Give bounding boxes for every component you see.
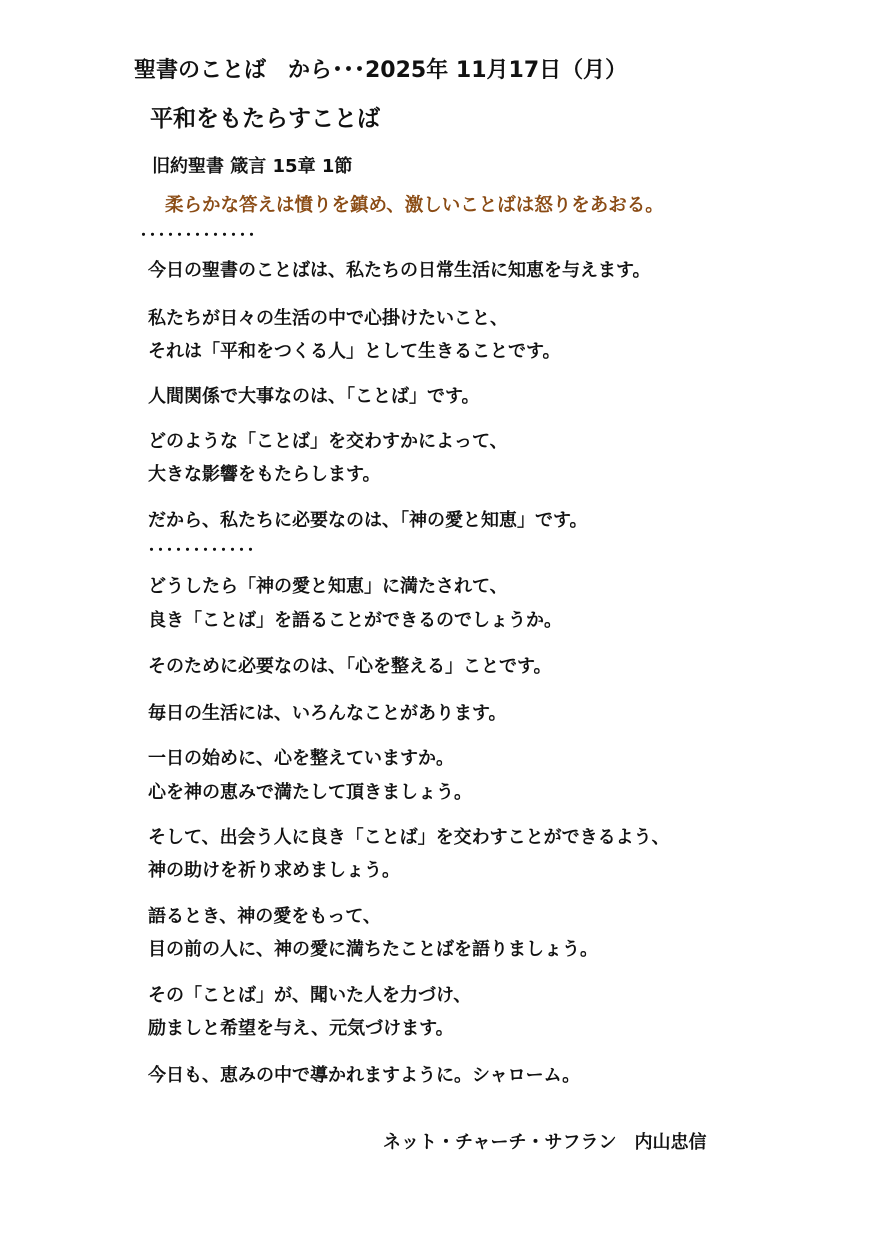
body-line: 毎日の生活には、いろんなことがあります。 [148, 703, 507, 724]
verse-text: 柔らかな答えは憤りを鎮め、激しいことばは怒りをあおる。 [165, 195, 664, 216]
body-line: その「ことば」が、聞いた人を力づけ、 [148, 985, 472, 1006]
body-line: 今日の聖書のことばは、私たちの日常生活に知恵を与えます。 [148, 260, 651, 281]
body-line: 私たちが日々の生活の中で心掛けたいこと、 [148, 308, 508, 329]
page-header-title: 聖書のことば から･･･2025年 11月17日（月） [134, 58, 628, 83]
body-line: だから、私たちに必要なのは、「神の愛と知恵」です。 [148, 510, 588, 531]
body-line: どのような「ことば」を交わすかによって、 [148, 431, 508, 452]
body-line: どうしたら「神の愛と知恵」に満たされて、 [148, 576, 508, 597]
separator-dots: ･････････････ [140, 228, 257, 244]
body-line: 一日の始めに、心を整えていますか。 [148, 748, 454, 769]
body-line: そのために必要なのは、「心を整える」ことです。 [148, 656, 552, 677]
body-line: 語るとき、神の愛をもって、 [148, 906, 381, 927]
body-line: 励ましと希望を与え、元気づけます。 [148, 1018, 454, 1039]
body-line: 目の前の人に、神の愛に満ちたことばを語りましょう。 [148, 939, 598, 960]
body-line: それは「平和をつくる人」として生きることです。 [148, 341, 561, 362]
body-line: 今日も、恵みの中で導かれますように。シャローム。 [148, 1065, 581, 1086]
theme-title: 平和をもたらすことば [150, 106, 380, 132]
author-signature: ネット・チャーチ・サフラン 内山忠信 [383, 1132, 707, 1153]
verse-reference: 旧約聖書 箴言 15章 1節 [152, 156, 353, 177]
body-line: 神の助けを祈り求めましょう。 [148, 860, 400, 881]
body-line: 大きな影響をもたらします。 [148, 464, 381, 485]
separator-dots: ････････････ [148, 543, 256, 559]
body-line: 人間関係で大事なのは、「ことば」です。 [148, 386, 480, 407]
body-line: 心を神の恵みで満たして頂きましょう。 [148, 782, 472, 803]
body-line: そして、出会う人に良き「ことば」を交わすことができるよう、 [148, 827, 670, 848]
body-line: 良き「ことば」を語ることができるのでしょうか。 [148, 610, 562, 631]
